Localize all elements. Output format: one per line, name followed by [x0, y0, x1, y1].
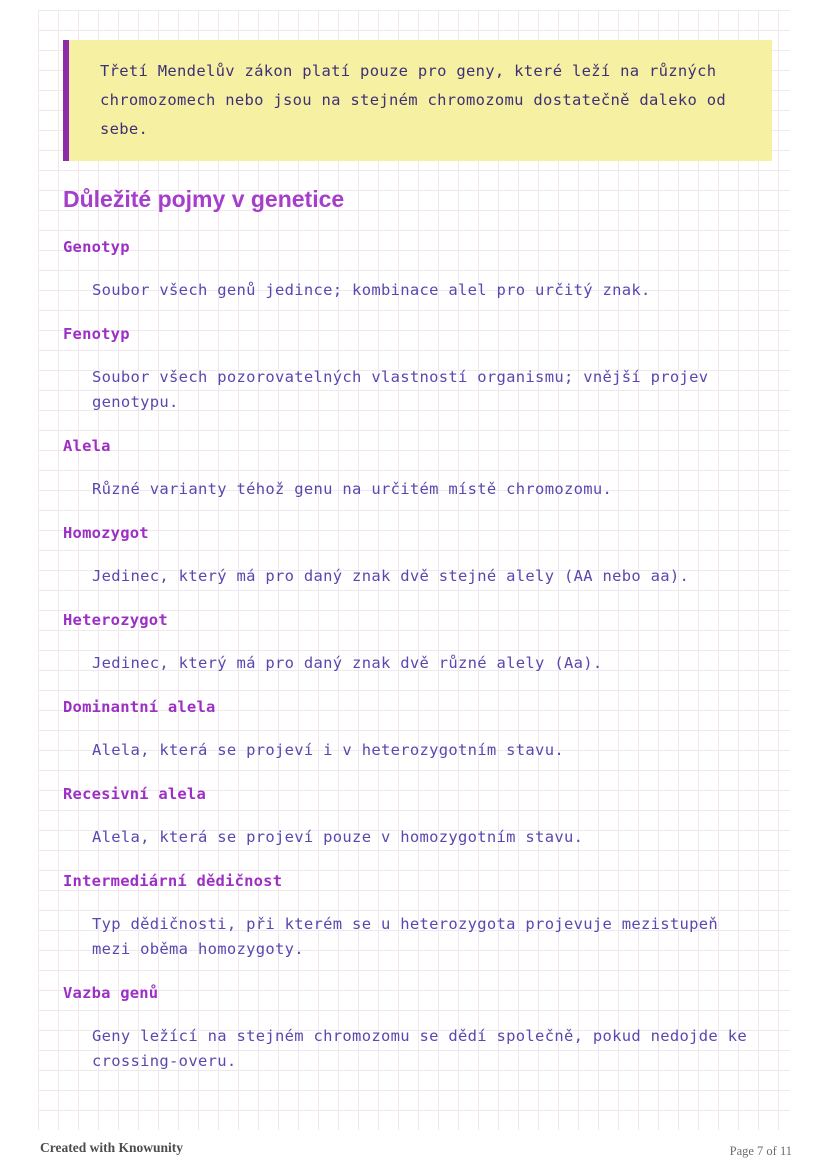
term-title: Recesivní alela — [63, 785, 206, 803]
term-definition: Soubor všech pozorovatelných vlastností organismu; vnější projev genotypu. — [92, 368, 709, 411]
glossary-entry — [63, 324, 772, 415]
term-definition: Soubor všech genů jedince; kombinace alel pro určitý znak. — [92, 281, 651, 299]
term-definition: Alela, která se projeví pouze v homozygotním stavu. — [92, 828, 584, 846]
term-title: Dominantní alela — [63, 698, 216, 716]
term-title: Homozygot — [63, 524, 149, 542]
term-definition: Jedinec, který má pro daný znak dvě stejné alely (AA nebo aa). — [92, 567, 690, 585]
footer-branding: Created with Knowunity — [40, 1140, 184, 1155]
glossary-entry — [63, 983, 772, 1074]
glossary-entry — [63, 237, 772, 303]
term-definition: Různé varianty téhož genu na určitém místě chromozomu. — [92, 480, 613, 498]
glossary-list — [63, 237, 772, 1074]
callout-text: Třetí Mendelův zákon platí pouze pro geny, které leží na různých chromozomech nebo jsou na stejném chromozomu dostatečně daleko od sebe. — [100, 62, 727, 138]
glossary-entry — [63, 697, 772, 763]
term-definition: Geny ležící na stejném chromozomu se dědí společně, pokud nedojde ke crossing-overu. — [92, 1027, 747, 1070]
term-title: Vazba genů — [63, 984, 159, 1002]
glossary-entry — [63, 784, 772, 850]
term-definition: Alela, která se projeví i v heterozygotním stavu. — [92, 741, 564, 759]
glossary-entry — [63, 523, 772, 589]
glossary-entry — [63, 610, 772, 676]
glossary-entry — [63, 871, 772, 962]
section-heading: Důležité pojmy v genetice — [63, 186, 345, 212]
glossary-entry — [63, 436, 772, 502]
term-title: Alela — [63, 437, 111, 455]
grid-paper-sheet — [38, 10, 790, 1130]
term-title: Genotyp — [63, 238, 130, 256]
term-title: Fenotyp — [63, 325, 130, 343]
page-number: Page 7 of 11 — [729, 1144, 792, 1158]
highlight-callout — [63, 40, 772, 161]
term-definition: Jedinec, který má pro daný znak dvě různé alely (Aa). — [92, 654, 603, 672]
term-definition: Typ dědičnosti, při kterém se u heterozygota projevuje mezistupeň mezi oběma homozygoty. — [92, 915, 719, 958]
term-title: Heterozygot — [63, 611, 168, 629]
term-title: Intermediární dědičnost — [63, 872, 283, 890]
